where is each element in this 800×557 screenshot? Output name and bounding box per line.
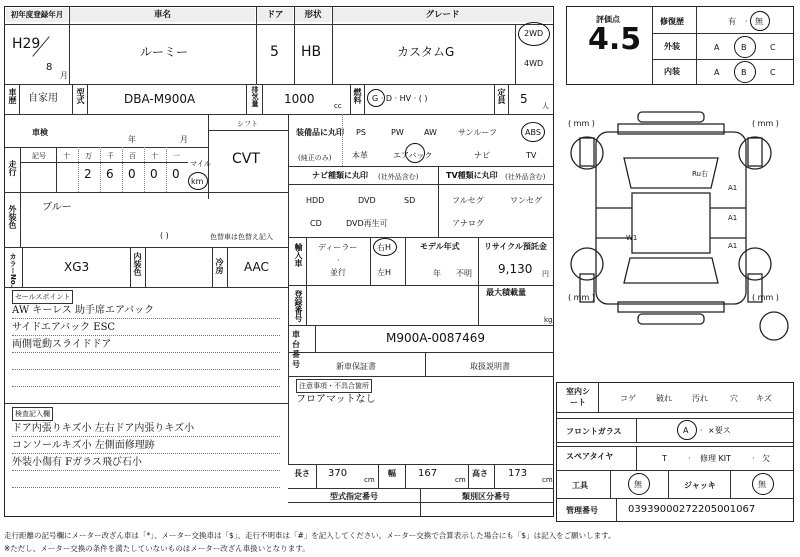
length-label: 長さ	[294, 469, 310, 478]
equip-pw: PW	[391, 128, 404, 137]
management-label: 管理番号	[566, 506, 598, 515]
usage-value: 自家用	[28, 93, 58, 104]
mileage-sign-label: 記号	[32, 152, 46, 160]
fuel-options: G · D · HV · ( )	[372, 94, 428, 103]
interior-label: 内装	[664, 67, 680, 76]
sheet-burn: コゲ	[620, 394, 636, 403]
mile-label: マイル	[190, 160, 211, 168]
notes-value: フロアマットなし	[296, 394, 376, 405]
exterior-c: C	[770, 43, 776, 52]
color-note: 色替車は色替え記入	[210, 233, 273, 241]
sales-point-1: AW キーレス 助手席エアバック	[12, 305, 155, 316]
inspection-month: 月	[180, 135, 188, 144]
sales-point-2: サイドエアバック ESC	[12, 322, 116, 333]
sheet-stain: 汚れ	[692, 394, 708, 403]
mileage-unit-label: 十	[63, 152, 70, 160]
length-unit: cm	[364, 476, 375, 484]
mileage-digit: 0	[150, 167, 158, 181]
tv-analog: アナログ	[452, 219, 484, 228]
equip-ps: PS	[356, 128, 366, 137]
footer-note-2: ※ただし、メーター交換の条件を満たしていないものはメーター改ざん車扱いとなります。	[4, 544, 310, 553]
length-value: 370	[328, 468, 348, 479]
model-type-value: DBA-M900A	[124, 92, 196, 106]
first-reg-year: H29	[12, 36, 41, 52]
spare-dot2: ·	[752, 454, 755, 463]
shift-label: シフト	[237, 120, 258, 128]
model-year-label: モデル年式	[420, 242, 460, 251]
mileage-digit: 6	[106, 167, 114, 181]
body-shape: HB	[301, 44, 322, 60]
color-value: ブルー	[42, 202, 72, 213]
width-label: 幅	[388, 469, 396, 478]
door-count: 5	[270, 44, 279, 60]
repair-dot: ·	[745, 17, 748, 26]
mileage-unit-label: 万	[85, 152, 92, 160]
inspector-line-3: 外装小傷有 Fガラス飛び石小	[12, 457, 142, 468]
interior-b: B	[741, 68, 747, 77]
drive-4wd: 4WD	[524, 59, 544, 68]
capacity-label: 定員	[497, 88, 506, 104]
person-unit: 人	[542, 102, 549, 110]
inspector-line-1: ドア内張りキズ小 左右ドア内張りキズ小	[12, 423, 195, 434]
color-paren: ( )	[160, 231, 169, 240]
equipment-label: 装備品に丸印	[296, 128, 344, 137]
score-value: 4.5	[588, 22, 642, 57]
model-name-label: 車名	[70, 8, 255, 22]
import-label: 輸入車	[294, 243, 303, 267]
navi-label: ナビ種類に丸印	[312, 171, 368, 180]
recycle-value: 9,130	[498, 262, 533, 276]
tools-value: 無	[634, 480, 642, 489]
interior-color-label: 内装色	[133, 252, 142, 276]
equip-tv: TV	[526, 151, 537, 160]
tire-mm-rear-right: ( mm )	[752, 293, 779, 302]
capacity-value: 5	[520, 92, 528, 106]
spare-t: T	[662, 454, 667, 463]
mileage-unit-label: 百	[129, 152, 136, 160]
score-label: 評価点	[596, 15, 620, 24]
equip-abs: ABS	[525, 128, 541, 137]
sheet-scratch: キズ	[756, 394, 772, 403]
spare-none: 欠	[762, 454, 770, 463]
height-unit: cm	[542, 476, 553, 484]
first-reg-label: 初年度登録年月	[6, 8, 68, 22]
height-value: 173	[508, 468, 528, 479]
inspection-label: 車検	[32, 128, 48, 137]
damage-diagram	[566, 98, 794, 373]
jack-value: 無	[758, 480, 766, 489]
colorcode-value: XG3	[64, 260, 90, 274]
tire-mm-front-right: ( mm )	[752, 119, 779, 128]
import-dealer: ディーラー	[318, 243, 358, 252]
usage-label: 車歴	[8, 88, 17, 104]
tv-oneseg: ワンセグ	[510, 196, 542, 205]
left-handle: 左H	[377, 268, 392, 277]
model-name: ルーミー	[140, 45, 189, 59]
inspection-year: 年	[128, 135, 136, 144]
door-label: ドア	[257, 8, 293, 22]
drive-2wd: 2WD	[524, 29, 544, 38]
equip-sunroof: サンルーフ	[458, 128, 497, 137]
damage-mark-3: A1	[728, 214, 738, 222]
grade-value: カスタムG	[397, 45, 455, 59]
exterior-b: B	[741, 43, 747, 52]
right-handle: 右H	[377, 243, 392, 252]
month-unit: 月	[60, 71, 68, 80]
chassis-value: M900A-0087469	[386, 331, 485, 345]
width-value: 167	[418, 468, 438, 479]
sales-point-3: 両側電動スライドドア	[12, 339, 112, 350]
tv-fullseg: フルセグ	[452, 196, 484, 205]
grade-label: グレード	[333, 8, 552, 22]
windshield-dot: ·	[700, 426, 703, 435]
notes-label: 注意事項・不具合箇所	[296, 379, 372, 393]
import-parallel: 並行	[330, 268, 346, 277]
model-year-unknown: 不明	[456, 269, 472, 278]
jack-label: ジャッキ	[684, 481, 716, 490]
manual: 取扱説明書	[470, 362, 510, 371]
navi-dvd: DVD	[358, 196, 376, 205]
navi-dvd-play: DVD再生可	[346, 219, 388, 228]
model-type-label: 型式	[76, 88, 85, 104]
exterior-label: 外装	[664, 42, 680, 51]
management-value: 03939000272205001067	[628, 504, 756, 515]
spare-kit: 修理 KIT	[700, 454, 732, 463]
sheet-tear: 破れ	[656, 394, 672, 403]
repair-yes: 有	[728, 17, 736, 26]
tire-mm-front-left: ( mm )	[568, 119, 595, 128]
max-load-label: 最大積載量	[486, 288, 526, 297]
damage-mark-5: A1	[728, 242, 738, 250]
windshield-label: フロントガラス	[566, 427, 622, 436]
height-label: 高さ	[472, 469, 488, 478]
first-reg-month: 8	[46, 62, 53, 73]
mileage-digit: 0	[172, 167, 180, 181]
tools-label: 工具	[572, 481, 588, 490]
colorcode-label: カラーNo.	[9, 253, 17, 288]
interior-c: C	[770, 68, 776, 77]
class-number-label: 類別区分番号	[462, 492, 510, 501]
equip-airbag: エアバック	[393, 151, 433, 160]
tv-sub: (社外品含む)	[505, 173, 546, 181]
km-label: km	[191, 177, 204, 186]
displacement-value: 1000	[284, 92, 315, 106]
equip-leather: 本革	[352, 151, 368, 160]
interior-a: A	[714, 68, 720, 77]
mileage-label: 走行	[8, 160, 17, 176]
navi-sub: (社外品含む)	[378, 173, 419, 181]
damage-mark-1: Ru右	[692, 170, 708, 178]
mileage-digit: 0	[128, 167, 136, 181]
model-year-year: 年	[433, 269, 441, 278]
equipment-sublabel: (純正のみ)	[298, 154, 332, 162]
reg-number-label: 登録番号	[294, 290, 303, 322]
ac-value: AAC	[244, 260, 269, 274]
equip-aw: AW	[424, 128, 437, 137]
interior-sheet-label: 室内シート	[566, 387, 590, 407]
sales-points-label: セールスポイント	[12, 290, 73, 304]
repair-none: 無	[755, 17, 763, 26]
spare-dot1: ·	[688, 454, 691, 463]
inspector-line-2: コンソールキズ小 左側面修理跡	[12, 440, 155, 451]
displacement-label: 排気量	[251, 86, 259, 107]
windshield-x: ×要ス	[708, 426, 731, 435]
repair-label: 修復歴	[660, 17, 684, 26]
navi-hdd: HDD	[306, 196, 325, 205]
mileage-digit: 2	[84, 167, 92, 181]
mileage-unit-label: 一	[173, 152, 180, 160]
sheet-hole: 穴	[730, 394, 738, 403]
recycle-unit: 円	[542, 270, 549, 278]
damage-mark-4: W1	[626, 234, 638, 242]
chassis-label: 車台番号	[292, 330, 300, 369]
shift-value: CVT	[232, 151, 260, 167]
color-label: 外装色	[8, 205, 17, 229]
recycle-label: リサイクル預託金	[484, 242, 547, 251]
equip-navi: ナビ	[474, 151, 490, 160]
ac-label: 冷房	[215, 258, 224, 274]
max-load-unit: kg	[544, 316, 553, 324]
tire-mm-rear-left: ( mm )	[568, 293, 595, 302]
cc-unit: cc	[334, 102, 342, 110]
damage-mark-2: A1	[728, 184, 738, 192]
shape-label: 形状	[295, 8, 331, 22]
navi-cd: CD	[310, 219, 322, 228]
inspector-label: 検査記入欄	[12, 407, 53, 421]
windshield-a: A	[683, 426, 689, 435]
width-unit: cm	[455, 476, 466, 484]
fuel-label: 燃料	[353, 88, 362, 104]
type-designation-label: 型式指定番号	[330, 492, 378, 501]
mileage-unit-label: 千	[107, 152, 114, 160]
navi-sd: SD	[404, 196, 416, 205]
spare-label: スペアタイヤ	[566, 452, 614, 461]
footer-note-1: 走行距離の記号欄にメーター改ざん車は「*」、メーター交換車は「$」、走行不明車は「#」を記入してください。メーター交換で合算表示した場合にも「$」は記入をご願いします。	[4, 531, 616, 540]
new-car-warranty: 新車保証書	[336, 362, 376, 371]
exterior-a: A	[714, 43, 720, 52]
mileage-unit-label: 十	[151, 152, 158, 160]
import-dot: ·	[337, 256, 340, 265]
tv-label: TV種類に丸印	[446, 171, 498, 180]
